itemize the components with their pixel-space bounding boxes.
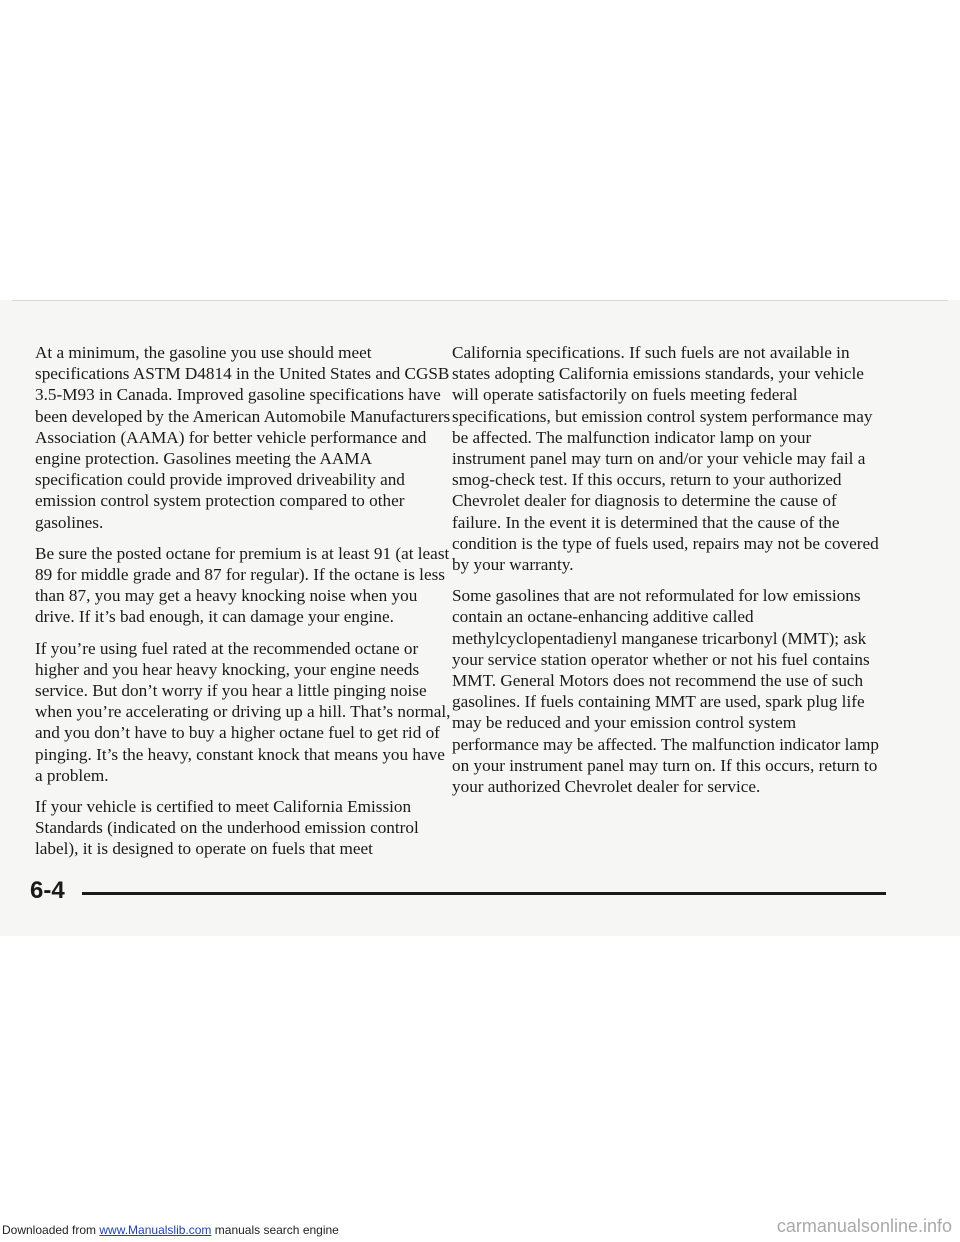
page-top-edge — [12, 300, 948, 301]
paragraph-fuel-specifications: At a minimum, the gasoline you use should meet specifications ASTM D4814 in the United States and CGSB 3.5-M93 in Canada. Improved gasoline specifications have been developed by the American Automobile Manufacturers Association (AAMA) for better vehicle performance and engine protection. Gasolines meeting the AAMA specification could provide improved driveability and emission control system protection compared to other gasolines. — [35, 343, 451, 532]
page-footer — [30, 876, 886, 906]
page-number: 6-4 — [30, 877, 65, 904]
watermark: carmanualsonline.info — [776, 1216, 952, 1236]
download-note-prefix: Downloaded from — [2, 1223, 100, 1237]
manualslib-link[interactable]: www.Manualslib.com — [99, 1223, 212, 1237]
paragraph-mmt-additive: Some gasolines that are not reformulated for low emissions contain an octane-enhancing additive called methylcyclopentadienyl manganese tricarbonyl (MMT); ask your service station operator whether or not his fuel contains MMT. General Motors does not recommend the use of such gasolines. If fuels containing MMT are used, spark plug life may be reduced and your emission control system performance may be affected. The malfunction indicator lamp on your instrument panel may turn on. If this occurs, return to your authorized Chevrolet dealer for service. — [452, 586, 879, 797]
left-text-column — [35, 342, 455, 870]
paragraph-octane-rating: Be sure the posted octane for premium is at least 91 (at least 89 for middle grade and 87 for regular). If the octane is less than 87, you may get a heavy knocking noise when you drive. If it’s bad enough, it can damage your engine. — [35, 543, 450, 627]
footer-rule — [82, 892, 886, 895]
paragraph-california-emission: If your vehicle is certified to meet California Emission Standards (indicated on the underhood emission control label), it is designed to operate on fuels that meet — [35, 797, 419, 859]
download-note-suffix: manuals search engine — [211, 1223, 339, 1237]
download-note — [2, 1222, 339, 1238]
paragraph-california-specifications: California specifications. If such fuels are not available in states adopting California emissions standards, your vehicle will operate satisfactorily on fuels meeting federal specifications, but emission control system performance may be affected. The malfunction indicator lamp on your instrument panel may turn on and/or your vehicle may fail a smog-check test. If this occurs, return to your authorized Chevrolet dealer for diagnosis to determine the cause of failure. In the event it is determined that the cause of the condition is the type of fuels used, repairs may not be covered by your warranty. — [452, 343, 879, 575]
right-text-column — [452, 342, 882, 807]
paragraph-engine-knocking: If you’re using fuel rated at the recommended octane or higher and you hear heavy knocking, your engine needs service. But don’t worry if you hear a little pinging noise when you’re accelerating or driving up a hill. That’s normal, and you don’t have to buy a higher octane fuel to get rid of pinging. It’s the heavy, constant knock that means you have a problem. — [35, 638, 451, 785]
